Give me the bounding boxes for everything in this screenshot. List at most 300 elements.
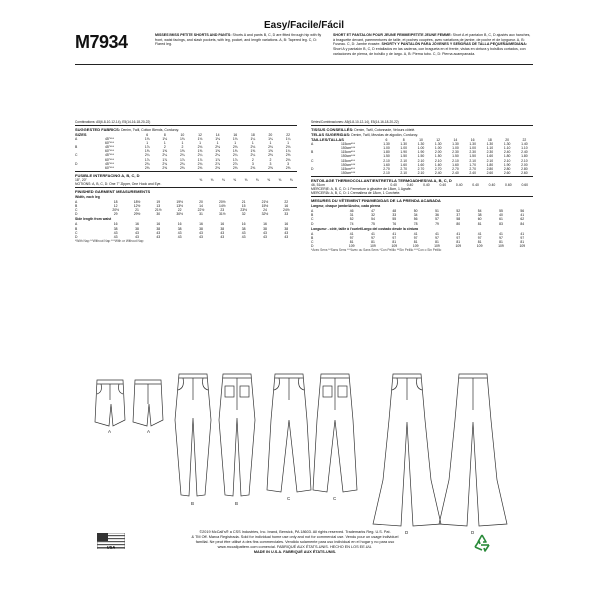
- table-cell: 20½: [219, 200, 226, 205]
- view-letter: B: [311, 235, 314, 240]
- table-cell: 1.60: [486, 154, 494, 159]
- table-cell: 97: [392, 235, 397, 240]
- table-cell: 0.40: [439, 182, 447, 187]
- table-cell: 16: [284, 204, 289, 209]
- view-d-front-label: D: [405, 530, 409, 535]
- usa-flag-text: USA: [106, 544, 116, 549]
- description-english: [155, 33, 323, 47]
- table-cell: ⅜: [199, 177, 203, 182]
- table-cell: 38: [220, 226, 225, 231]
- fabric-width: 60"***: [105, 157, 114, 162]
- table-cell: 2⅜: [268, 153, 273, 158]
- width-title: Width, each leg: [75, 195, 100, 200]
- table-cell: 1⅝: [250, 149, 256, 154]
- table-cell: 109: [391, 243, 398, 248]
- table-cell: 81: [477, 239, 482, 244]
- view-letter: A: [311, 209, 314, 214]
- table-cell: 1: [199, 141, 201, 146]
- size-cell: 14: [215, 132, 220, 137]
- table-cell: 2¾: [162, 161, 168, 166]
- table-cell: 43: [220, 234, 225, 239]
- tissus-text: Denim, Twill, Cotonnade, Velours côtelé.: [354, 128, 416, 132]
- table-cell: 21: [241, 200, 246, 205]
- table-row: [75, 166, 297, 170]
- table-cell: 38: [241, 226, 246, 231]
- rule: [311, 176, 533, 177]
- table-cell: 0.40: [455, 182, 463, 187]
- entoilage-title: ENTOILAGE THERMOCOLLANT/ENTRETELA TERMOADHESIVA A, B, C, D: [311, 177, 452, 183]
- table-cell: 109: [348, 243, 355, 248]
- table-cell: 2⅛: [250, 145, 256, 150]
- table-cell: 2.10: [400, 170, 408, 175]
- table-cell: 1.30: [503, 142, 511, 147]
- table-cell: 21½: [155, 208, 162, 213]
- tissus-title: TISSUS CONSEILLÉS:: [311, 127, 354, 132]
- table-cell: 2¼: [197, 153, 203, 158]
- french-spanish-column: [311, 120, 533, 252]
- table-cell: 2.10: [469, 158, 476, 163]
- description-french-title: SHORT ET PANTALON POUR JEUNE FEMME/PETITE JEUNE FEMME:: [333, 33, 452, 37]
- table-cell: 38: [284, 226, 289, 231]
- technical-drawings: [75, 360, 533, 550]
- view-c-front-label: C: [287, 496, 291, 501]
- pattern-number: M7934: [75, 32, 128, 52]
- view-a-back-label: A: [147, 429, 151, 434]
- table-cell: 1: [234, 141, 237, 146]
- table-cell: 1.50: [469, 154, 476, 159]
- table-cell: 1⅛: [180, 137, 185, 142]
- table-cell: 43: [241, 230, 246, 235]
- table-cell: 1.00: [452, 146, 459, 151]
- view-letter: A: [75, 222, 78, 227]
- table-cell: 1⅞: [197, 157, 203, 162]
- fabric-width: 150cm***: [341, 146, 356, 151]
- table-cell: 0.60: [505, 182, 512, 187]
- table-cell: 1: [181, 141, 184, 146]
- longueur-table: [311, 232, 533, 248]
- table-cell: 1⅝: [215, 149, 220, 154]
- table-cell: 2.80: [486, 166, 494, 171]
- table-cell: 2.70: [383, 166, 390, 171]
- table-cell: 55: [392, 217, 397, 222]
- table-cell: 1.60: [452, 162, 459, 167]
- table-cell: 2.40: [521, 150, 528, 155]
- yardage-table: [75, 132, 297, 170]
- table-cell: 1.00: [469, 146, 476, 151]
- table-cell: 2.30: [486, 150, 494, 155]
- table-cell: 38: [135, 226, 139, 231]
- table-cell: 2.10: [521, 158, 528, 163]
- table-cell: 16: [284, 222, 289, 227]
- size-cell: 16: [233, 132, 238, 137]
- table-cell: 79: [435, 221, 439, 226]
- table-cell: 1⅞: [180, 157, 185, 162]
- notions-text: NOTIONS: A, B, C, D: One 7" Zipper, One Hook and Eye.: [75, 181, 162, 186]
- table-cell: 56: [413, 217, 418, 222]
- fabric-width: 115cm***: [341, 142, 355, 147]
- table-cell: 32: [371, 213, 375, 218]
- view-letter: B: [75, 226, 78, 231]
- view-letter: B: [75, 204, 78, 209]
- table-cell: 1⅛: [215, 137, 220, 142]
- size-cell: 10: [180, 132, 185, 137]
- table-cell: 32: [241, 212, 246, 217]
- interfacing-title: FUSIBLE INTERFACING A, B, C, D: [75, 172, 140, 178]
- view-letter: A: [75, 137, 78, 142]
- table-cell: 15½: [261, 204, 269, 209]
- table-cell: 2.30: [452, 150, 459, 155]
- table-cell: 1⅞: [215, 157, 220, 162]
- copyright-line-4: www.mccallpattern.com comercial. FABRIQUÉ AUX ÉTATS-UNIS. HECHO EN LOS EE.UU.: [217, 545, 373, 549]
- view-d-front-drawing: [373, 374, 441, 526]
- copyright-line-1: ©2019 McCall's® a CSS Industries, Inc. brand, Berwick, PA 18603. All rights reserved. Trademarks Reg. U.S. Pat.: [199, 530, 391, 534]
- table-cell: 41: [520, 231, 525, 236]
- size-cell: 8: [163, 132, 166, 137]
- table-cell: 2⅛: [285, 145, 291, 150]
- table-cell: 33: [392, 213, 397, 218]
- table-cell: 1.60: [434, 162, 442, 167]
- table-cell: 2.80: [503, 166, 511, 171]
- copyright-line-2: & TM Off. Marca Registrada. Sold for individual home use only and not for commercial use. Vendu pour un usage individuel: [191, 535, 399, 539]
- table-cell: 1.40: [521, 142, 528, 147]
- table-cell: 2: [269, 157, 272, 162]
- table-cell: 24½: [283, 208, 290, 213]
- description-spanish-title: SHORTY Y PANTALÓN PARA JÓVENES Y SEÑORAS DE TALLA PEQUEÑA/MEDIANA:: [381, 42, 528, 47]
- table-cell: 2⅛: [215, 145, 220, 150]
- table-cell: 1⅛: [232, 137, 238, 142]
- rule: [75, 171, 297, 172]
- table-cell: 41: [456, 231, 461, 236]
- view-letter: C: [75, 153, 78, 158]
- table-cell: 2⅜: [180, 165, 185, 170]
- table-cell: 41: [477, 231, 482, 236]
- fabric-width: 150cm***: [341, 162, 356, 167]
- table-cell: 1⅝: [268, 149, 273, 154]
- fabric-width: 45"***: [105, 137, 114, 142]
- table-cell: 43: [263, 234, 267, 239]
- table-cell: 0.40: [406, 182, 414, 187]
- table-cell: 38: [477, 213, 482, 218]
- table-cell: 2¾: [144, 161, 150, 166]
- table-cell: 1.90: [503, 162, 511, 167]
- table-cell: 2¾: [197, 161, 203, 166]
- size-cell: 12: [198, 132, 202, 137]
- table-cell: 16: [263, 222, 267, 227]
- view-b-back-drawing: [219, 374, 255, 496]
- view-c-back-drawing: [313, 374, 357, 492]
- table-cell: 60: [477, 217, 482, 222]
- view-a-back-drawing: [133, 380, 163, 426]
- description-french-text: Short A et pantalon B, C, D ajustés aux hanches, à braguette devant, parementures de taille, et poches coupées, avec variations de jambe, de poche et de longueur. A, B: Fuseau. C, D: Jambe évasée.: [333, 33, 531, 47]
- table-cell: 18½: [133, 200, 141, 205]
- description-english-text: Shorts A and pants B, C, D are fitted through hip with fly front, waist facings, and slash pockets, with leg, pocket, and length variations. A, B: Tapered leg. C, D: Flared leg.: [155, 33, 322, 47]
- table-cell: 31: [349, 213, 354, 218]
- table-cell: 1.60: [383, 162, 390, 167]
- table-cell: 16: [156, 222, 161, 227]
- table-cell: 81: [392, 239, 397, 244]
- table-cell: 2¼: [232, 153, 238, 158]
- rule: [75, 187, 297, 188]
- size-cell: 6: [385, 137, 388, 142]
- pattern-envelope-back: [75, 20, 533, 580]
- finished-title: FINISHED GARMENT MEASUREMENTS: [75, 189, 151, 195]
- table-cell: 14½: [219, 204, 226, 209]
- table-cell: 2.60: [503, 170, 511, 175]
- table-cell: 52: [456, 209, 461, 214]
- table-cell: 43: [241, 234, 246, 239]
- table-cell: 2.40: [434, 170, 442, 175]
- table-cell: 1.30: [400, 142, 408, 147]
- table-cell: 41: [392, 231, 397, 236]
- view-letter: D: [311, 166, 314, 171]
- fabric-width: 115cm***: [341, 150, 355, 155]
- table-cell: 1.30: [417, 142, 425, 147]
- meter-table: [311, 137, 533, 175]
- table-cell: 1.30: [452, 142, 459, 147]
- copyright-block: [130, 530, 460, 555]
- table-cell: 2.70: [434, 166, 442, 171]
- table-cell: 43: [284, 234, 289, 239]
- table-cell: 22½: [197, 208, 205, 213]
- table-cell: 1.10: [486, 146, 494, 151]
- view-letter: D: [75, 212, 78, 217]
- table-cell: 2¼: [162, 153, 168, 158]
- table-cell: 76: [392, 221, 397, 226]
- table-cell: 43: [220, 230, 225, 235]
- table-cell: 1.50: [434, 154, 442, 159]
- table-cell: 54: [477, 209, 482, 214]
- table-cell: 1.90: [417, 150, 425, 155]
- english-column: [75, 120, 297, 243]
- table-cell: 84: [520, 221, 525, 226]
- fabric-width: 45"***: [105, 145, 114, 150]
- table-cell: 97: [456, 235, 461, 240]
- table-cell: 83: [499, 221, 503, 226]
- table-cell: 2⅝: [285, 165, 291, 170]
- table-cell: ⅜: [289, 177, 293, 182]
- table-cell: 1¼: [268, 137, 273, 142]
- mercerie-text: MERCERIE: A, B, C, D: 1 Fermeture à glissière de 18cm, 1 Agrafe.: [311, 187, 412, 192]
- table-cell: 33: [284, 212, 289, 217]
- table-cell: ⅜: [278, 177, 282, 182]
- table-cell: 1: [163, 141, 166, 146]
- table-cell: 1⅛: [144, 137, 150, 142]
- table-cell: 2¼: [250, 153, 256, 158]
- table-cell: 2.10: [434, 158, 442, 163]
- table-cell: 2.10: [383, 158, 390, 163]
- table-cell: 22: [177, 208, 182, 213]
- table-cell: 2.10: [503, 158, 511, 163]
- table-cell: 1: [269, 141, 272, 146]
- table-cell: 1⅝: [197, 149, 203, 154]
- table-cell: 1.70: [469, 162, 476, 167]
- table-cell: 109: [455, 243, 462, 248]
- size-cell: 22: [522, 137, 527, 142]
- table-cell: 12: [113, 204, 118, 209]
- table-cell: 38: [156, 226, 161, 231]
- table-cell: 2.60: [486, 170, 494, 175]
- table-cell: ⅜: [267, 177, 271, 182]
- view-letter: A: [75, 200, 78, 205]
- table-cell: 43: [263, 230, 267, 235]
- size-cell: 6: [146, 132, 149, 137]
- table-cell: 48: [392, 209, 397, 214]
- table-cell: 58: [456, 217, 461, 222]
- table-cell: 2⅜: [215, 165, 220, 170]
- table-cell: 23½: [240, 208, 247, 213]
- fabric-width: 115cm***: [341, 166, 355, 171]
- table-cell: 2¼: [180, 153, 185, 158]
- table-cell: 3: [251, 161, 254, 166]
- fabric-width: 60"***: [105, 141, 114, 146]
- size-cell: 12: [436, 137, 441, 142]
- table-cell: ⅜: [255, 177, 259, 182]
- table-cell: 34: [413, 213, 418, 218]
- length-title: Side length from waist: [75, 217, 112, 222]
- recycle-icon: [471, 533, 493, 553]
- nap-note: *With Nap **Without Nap ***With or Without Nap: [75, 238, 144, 243]
- table-cell: 97: [520, 235, 525, 240]
- table-cell: 2.10: [417, 170, 425, 175]
- rule: [311, 196, 533, 197]
- table-cell: 80: [456, 221, 461, 226]
- table-cell: 16: [135, 222, 139, 227]
- description-french-spanish: [333, 33, 533, 57]
- table-cell: 1¼: [250, 137, 256, 142]
- header-rule: [75, 64, 533, 65]
- table-cell: 1⅝: [232, 149, 238, 154]
- table-cell: 32½: [261, 212, 269, 217]
- table-cell: 1.50: [383, 154, 390, 159]
- table-cell: 2⅝: [268, 165, 273, 170]
- table-cell: 46: [349, 209, 354, 214]
- view-letter: A: [311, 142, 314, 147]
- table-cell: 1.10: [521, 146, 528, 151]
- table-cell: 2.40: [469, 170, 476, 175]
- table-cell: 2.40: [503, 150, 511, 155]
- view-a-front-drawing: [95, 380, 125, 426]
- table-cell: 81: [371, 239, 375, 244]
- table-cell: 75: [371, 221, 375, 226]
- table-cell: 38: [263, 226, 267, 231]
- longueur-title: Longueur - côté, taille à l'ourlet/Largo del costado desde la cintura: [311, 226, 419, 231]
- table-cell: 109: [476, 243, 483, 248]
- fabrics-title: SUGGESTED FABRICS:: [75, 127, 121, 132]
- view-letter: C: [75, 230, 78, 235]
- table-cell: 2⅜: [250, 165, 256, 170]
- table-cell: 1.80: [503, 154, 511, 159]
- table-row: [311, 171, 533, 175]
- table-cell: 62: [520, 217, 525, 222]
- table-cell: 1.80: [383, 150, 390, 155]
- fabric-width: 60"***: [105, 165, 114, 170]
- view-letter: D: [311, 221, 314, 226]
- table-cell: 38: [113, 226, 118, 231]
- table-cell: 21: [135, 208, 139, 213]
- view-letter: B: [311, 150, 314, 155]
- table-cell: 20: [199, 200, 203, 205]
- view-letter: D: [75, 161, 78, 166]
- table-cell: 81: [520, 239, 525, 244]
- rule: [75, 125, 297, 126]
- table-cell: 2.00: [434, 150, 442, 155]
- table-cell: 2.10: [452, 158, 459, 163]
- sizes-label: SIZES: [75, 132, 87, 138]
- fabric-width: 60"***: [105, 149, 114, 154]
- table-cell: 0.40: [423, 182, 430, 187]
- table-cell: 41: [349, 231, 354, 236]
- table-cell: 47: [371, 209, 375, 214]
- copyright-line-3: familial. Ne peut être utilisé à des fins commerciales. Vendido solamente para uso individual en el hogar y no para uso: [195, 540, 395, 544]
- view-c-back-label: C: [333, 496, 337, 501]
- table-cell: 1.00: [383, 146, 390, 151]
- table-cell: 38: [199, 226, 203, 231]
- table-cell: 97: [477, 235, 482, 240]
- table-cell: 1.50: [452, 154, 459, 159]
- fabric-width: 115cm***: [341, 158, 355, 163]
- table-cell: 12½: [133, 204, 141, 209]
- table-cell: 1.50: [400, 154, 408, 159]
- table-cell: 3: [287, 161, 290, 166]
- table-cell: 20½: [112, 208, 119, 213]
- table-cell: 1.00: [400, 146, 408, 151]
- table-cell: 41: [520, 213, 525, 218]
- table-cell: 2¼: [144, 153, 150, 158]
- table-cell: ⅜: [244, 177, 248, 182]
- table-cell: 97: [371, 235, 375, 240]
- table-cell: 1: [146, 141, 149, 146]
- table-cell: 21½: [261, 200, 269, 205]
- table-cell: 43: [199, 230, 203, 235]
- size-cell: 22: [286, 132, 291, 137]
- table-cell: 16: [220, 222, 225, 227]
- table-cell: 2.10: [383, 170, 390, 175]
- table-cell: ⅜: [233, 177, 237, 182]
- table-cell: 2.60: [521, 170, 528, 175]
- table-cell: 1⅞: [162, 157, 168, 162]
- table-cell: 74: [349, 221, 354, 226]
- table-cell: 57: [435, 217, 439, 222]
- table-cell: 14: [199, 204, 203, 209]
- table-cell: 2⅞: [215, 161, 220, 166]
- table-cell: 43: [284, 230, 289, 235]
- table-cell: 43: [156, 230, 161, 235]
- table-cell: 52: [349, 217, 354, 222]
- table-cell: 2: [181, 145, 184, 150]
- table-cell: 1⅞: [144, 157, 150, 162]
- combinations-text: Combinations: A5(6-8-10-12-14), E5(14-16-18-20-22): [75, 120, 151, 124]
- table-cell: 13: [156, 204, 161, 209]
- table-cell: 37: [456, 213, 461, 218]
- table-cell: 1⅛: [197, 137, 203, 142]
- table-cell: 81: [456, 239, 461, 244]
- size-cell: 20: [268, 132, 273, 137]
- table-cell: 109: [370, 243, 376, 248]
- table-cell: 1.10: [503, 146, 511, 151]
- table-cell: 2.70: [400, 166, 408, 171]
- table-cell: 43: [199, 234, 203, 239]
- table-cell: ⅜: [221, 177, 225, 182]
- table-cell: 0.40: [472, 182, 479, 187]
- table-cell: 0.40: [390, 182, 397, 187]
- view-letter: B: [311, 213, 314, 218]
- table-cell: 40: [499, 213, 503, 218]
- table-cell: 16: [199, 222, 203, 227]
- table-cell: 2.10: [400, 158, 408, 163]
- table-cell: 29: [113, 212, 118, 217]
- length-table: [75, 222, 297, 238]
- size-cell: 8: [402, 137, 405, 142]
